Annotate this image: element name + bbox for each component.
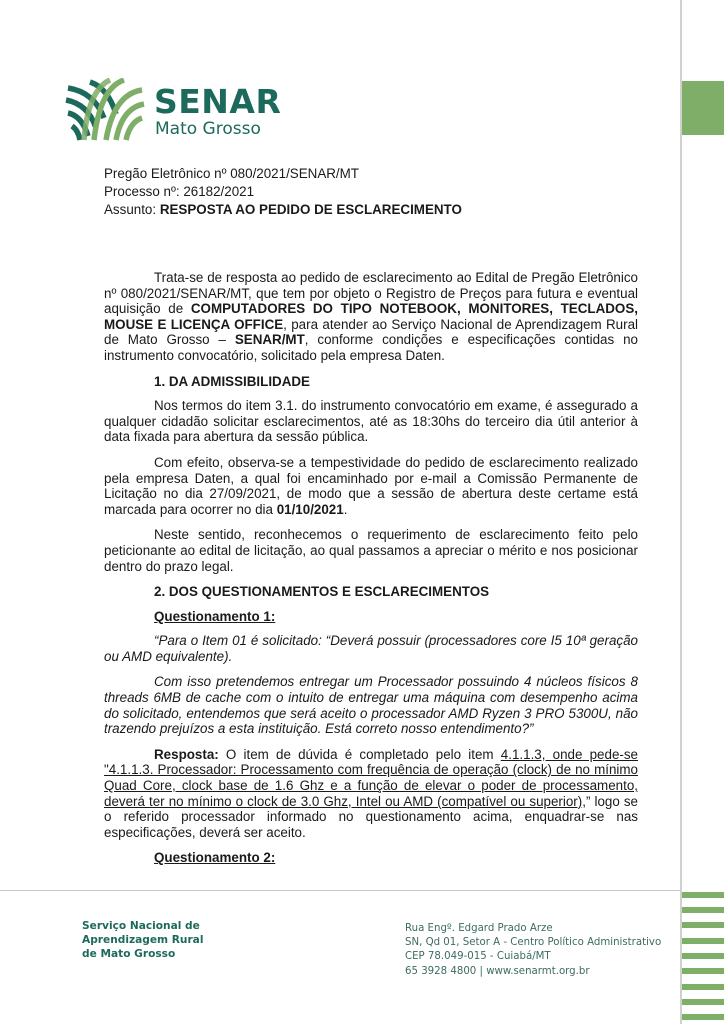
assunto-line (104, 201, 462, 219)
footer-stripe (682, 907, 724, 913)
processo-line: Processo nº: 26182/2021 (104, 184, 255, 199)
admissibilidade-paragraph-2 (104, 455, 638, 517)
footer-org-line: Aprendizagem Rural (82, 934, 204, 946)
logo-subtitle: Mato Grosso (155, 119, 261, 139)
resposta-text: O item de dúvida é completado pelo item (218, 746, 501, 762)
questionamento-1-quote: “Para o Item 01 é solicitado: “Deverá possuir (processadores core I5 10ª geração ou AMD equivalente). (104, 633, 638, 664)
resposta-citation: 4.1.1.3, onde pede-se "4.1.1.3. Processador: Processamento com frequência de operação (clock) de no mínimo Quad Core, clock base de 1.6 Ghz e a função de elevar o poder de processamento, deverá ter no mínimo o clock de 3.0 Ghz, Intel ou AMD (compatível ou superior), (104, 746, 639, 809)
intro-text: , conforme condições e especificações contidas no instrumento convocatório, solicitado pela empresa Daten. (104, 332, 638, 363)
footer-stripe (682, 999, 724, 1005)
resposta-label: Resposta: (154, 746, 219, 762)
assunto-value: RESPOSTA AO PEDIDO DE ESCLARECIMENTO (159, 202, 462, 217)
questionamento-1-heading: Questionamento 1: (154, 608, 276, 624)
intro-object-bold: COMPUTADORES DO TIPO NOTEBOOK, MONITORES, TECLADOS, MOUSE E LICENÇA OFFICE (104, 301, 638, 332)
footer-horizontal-rule (0, 890, 681, 891)
footer-stripe (682, 984, 724, 990)
assunto-label: Assunto: (104, 202, 160, 217)
intro-org-bold: SENAR/MT (234, 332, 305, 348)
session-date: 01/10/2021 (276, 501, 344, 517)
header-accent-block (682, 81, 724, 135)
footer-stripe (682, 953, 724, 959)
senar-leaf-icon (64, 78, 146, 142)
footer-stripe (682, 968, 724, 974)
resposta-text: ” logo se o referido processador informado no questionamento acima, enquadrar-se nas especificações, deverá ser aceito. (104, 793, 639, 840)
intro-text: , para atender ao Serviço Nacional de Aprendizagem Rural de Mato Grosso – (104, 316, 638, 348)
pregao-line: Pregão Eletrônico nº 080/2021/SENAR/MT (104, 166, 359, 181)
section-heading-admissibilidade: 1. DA ADMISSIBILIDADE (154, 373, 310, 389)
footer-contact-line: 65 3928 4800 | www.senarmt.org.br (405, 965, 590, 977)
footer-stripes (682, 892, 724, 1024)
footer-address (405, 922, 661, 979)
footer-org-line: de Mato Grosso (82, 948, 176, 960)
footer-stripe (682, 1014, 724, 1020)
admissibilidade-paragraph-3: Neste sentido, reconhecemos o requerimento de esclarecimento feito pelo peticionante ao edital de licitação, ao qual passamos a apreciar o mérito e nos posicionar dentro do prazo legal. (104, 527, 638, 574)
questionamento-2-heading: Questionamento 2: (154, 850, 276, 866)
intro-text: Trata-se de resposta ao pedido de esclarecimento ao Edital de Pregão Eletrônico nº 080/2021/SENAR/MT, que tem por objeto o Registro de Preços para futura e eventual aquisição de (104, 270, 638, 317)
intro-paragraph (104, 270, 638, 364)
resposta-1-paragraph (104, 747, 638, 841)
document-header (104, 165, 462, 219)
footer-stripe (682, 938, 724, 944)
footer-address-line: CEP 78.049-015 - Cuiabá/MT (405, 951, 551, 963)
logo-wordmark: SENAR (154, 82, 282, 121)
admissibilidade-paragraph-1: Nos termos do item 3.1. do instrumento convocatório em exame, é assegurado a qualquer cidadão solicitar esclarecimentos, até as 18:30hs do terceiro dia útil anterior à data fixada para abertura da sessão pública. (104, 398, 638, 445)
footer-address-line: Rua Engº. Edgard Prado Arze (405, 923, 553, 934)
paragraph-text: . (343, 501, 348, 517)
senar-logo (64, 78, 282, 148)
footer-stripe (682, 892, 724, 898)
margin-vertical-rule (680, 0, 682, 1024)
document-body (104, 270, 638, 875)
footer-organization (82, 919, 203, 961)
paragraph-text: Com efeito, observa-se a tempestividade do pedido de esclarecimento realizado pela empresa Daten, a qual foi encaminhado por e-mail a Comissão Permanente de Licitação no dia 27/09/2021, de modo que a sessão de abertura deste certame está marcada para ocorrer no dia (104, 454, 638, 517)
section-heading-questionamentos: 2. DOS QUESTIONAMENTOS E ESCLARECIMENTOS (154, 584, 490, 600)
footer-stripe (682, 922, 724, 928)
footer-org-line: Serviço Nacional de (82, 920, 200, 932)
footer-address-line: SN, Qd 01, Setor A - Centro Político Administrativo (405, 937, 662, 949)
questionamento-1-question: Com isso pretendemos entregar um Processador possuindo 4 núcleos físicos 8 threads 6MB de cache com o intuito de entregar uma máquina com desempenho acima do solicitado, entendemos que será aceito o processador AMD Ryzen 3 PRO 5300U, não trazendo prejuízos a esta instituição. Está correto nosso entendimento?” (104, 674, 638, 737)
